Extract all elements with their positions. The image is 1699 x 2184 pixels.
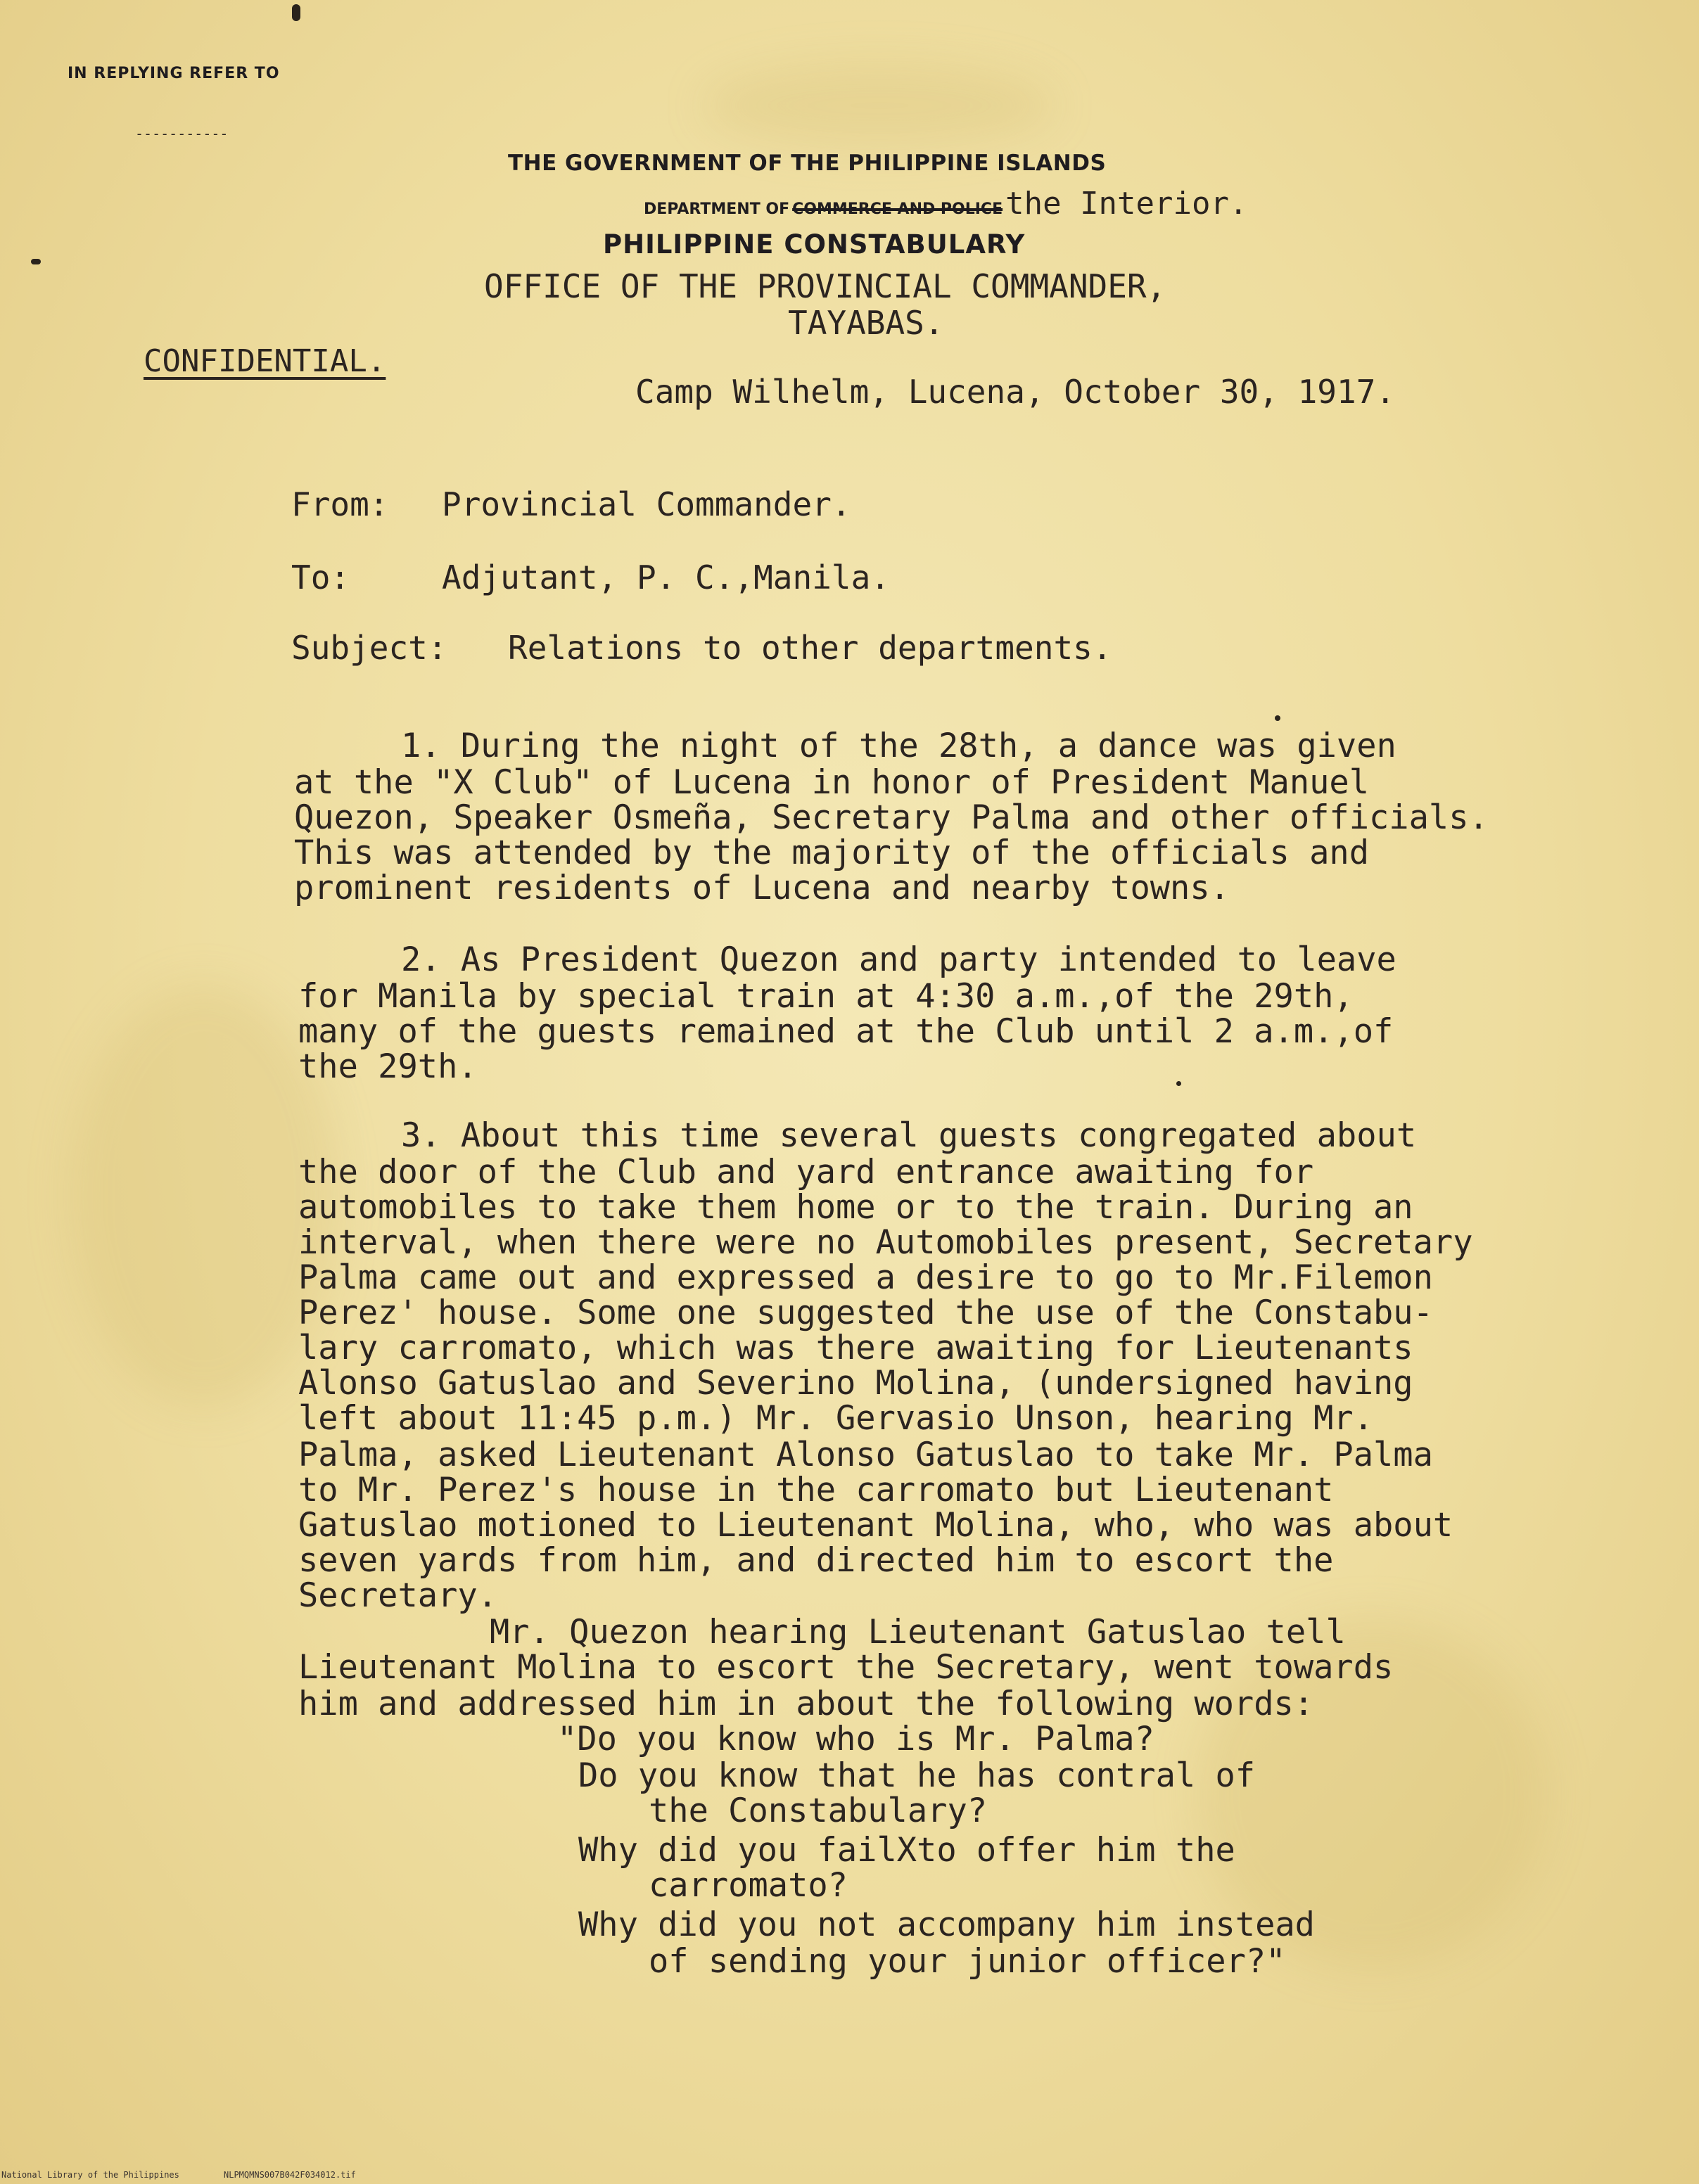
paper-stain xyxy=(70,985,338,1407)
department-typed-correction: the Interior. xyxy=(1005,186,1248,222)
body-line: the door of the Club and yard entrance awaiting for xyxy=(298,1153,1314,1192)
reference-blank: ----------- xyxy=(135,125,229,142)
body-line: to Mr. Perez's house in the carromato but Lieutenant xyxy=(298,1471,1334,1509)
subject-label: Subject: xyxy=(291,629,447,667)
quote-line: Why did you failXto offer him the xyxy=(578,1831,1235,1870)
body-line: Palma, asked Lieutenant Alonso Gatuslao to take Mr. Palma xyxy=(298,1436,1433,1474)
ink-speck xyxy=(1176,1081,1181,1086)
quote-line: the Constabulary? xyxy=(649,1792,988,1830)
date-line: Camp Wilhelm, Lucena, October 30, 1917. xyxy=(635,373,1396,411)
body-line: automobiles to take them home or to the train. During an xyxy=(298,1188,1413,1227)
file-id-footer: NLPMQMNS007B042F034012.tif xyxy=(224,2170,356,2180)
reference-label: IN REPLYING REFER TO xyxy=(68,65,280,82)
body-line: Gatuslao motioned to Lieutenant Molina, who, who was about xyxy=(298,1506,1453,1545)
from-value: Provincial Commander. xyxy=(442,485,851,523)
body-line: 1. During the night of the 28th, a dance was given xyxy=(401,727,1396,765)
body-line: Perez' house. Some one suggested the use of the Constabu- xyxy=(298,1294,1433,1332)
body-line: Secretary. xyxy=(298,1576,497,1615)
department-line xyxy=(644,186,1247,222)
to-label: To: xyxy=(291,558,350,596)
quote-line: Why did you not accompany him instead xyxy=(578,1905,1315,1944)
body-line: the 29th. xyxy=(298,1047,478,1086)
body-line: 3. About this time several guests congregated about xyxy=(401,1116,1417,1155)
body-line: Quezon, Speaker Osmeña, Secretary Palma and other officials. xyxy=(294,798,1489,837)
ink-speck xyxy=(1275,715,1280,721)
from-label: From: xyxy=(291,485,389,523)
body-line: him and addressed him in about the following words: xyxy=(298,1685,1314,1723)
paper-stain xyxy=(704,63,1055,148)
body-line: left about 11:45 p.m.) Mr. Gervasio Unson, hearing Mr. xyxy=(298,1399,1374,1438)
body-line: Mr. Quezon hearing Lieutenant Gatuslao tell xyxy=(490,1613,1346,1652)
body-line: This was attended by the majority of the officials and xyxy=(294,834,1370,872)
department-prefix: DEPARTMENT OF xyxy=(644,200,790,218)
province-heading: TAYABAS. xyxy=(788,304,944,342)
body-line: 2. As President Quezon and party intended to leave xyxy=(401,940,1396,979)
quote-line: carromato? xyxy=(649,1866,848,1905)
quote-line: of sending your junior officer?" xyxy=(649,1942,1286,1981)
body-line: for Manila by special train at 4:30 a.m.,of the 29th, xyxy=(298,977,1354,1016)
government-heading: THE GOVERNMENT OF THE PHILIPPINE ISLANDS xyxy=(508,151,1107,176)
body-line: lary carromato, which was there awaiting for Lieutenants xyxy=(298,1329,1413,1367)
constabulary-heading: PHILIPPINE CONSTABULARY xyxy=(603,229,1026,260)
body-line: seven yards from him, and directed him to escort the xyxy=(298,1541,1334,1580)
confidential-stamp: CONFIDENTIAL. xyxy=(144,343,386,379)
to-value: Adjutant, P. C.,Manila. xyxy=(442,558,890,596)
body-line: interval, when there were no Automobiles present, Secretary xyxy=(298,1223,1473,1262)
body-line: Alonso Gatuslao and Severino Molina, (undersigned having xyxy=(298,1364,1413,1403)
ink-speck xyxy=(292,4,300,21)
quote-line: "Do you know who is Mr. Palma? xyxy=(557,1720,1154,1758)
office-heading: OFFICE OF THE PROVINCIAL COMMANDER, xyxy=(484,267,1166,305)
body-line: Lieutenant Molina to escort the Secretary, went towards xyxy=(298,1648,1394,1687)
department-struck-text: COMMERCE AND POLICE xyxy=(792,200,1003,218)
archive-footer: National Library of the Philippines xyxy=(1,2170,179,2180)
quote-line: Do you know that he has contral of xyxy=(578,1756,1256,1795)
body-line: Palma came out and expressed a desire to go to Mr.Filemon xyxy=(298,1258,1433,1297)
body-line: many of the guests remained at the Club until 2 a.m.,of xyxy=(298,1012,1394,1051)
subject-value: Relations to other departments. xyxy=(508,629,1112,667)
body-line: prominent residents of Lucena and nearby towns. xyxy=(294,869,1230,907)
body-line: at the "X Club" of Lucena in honor of President Manuel xyxy=(294,763,1370,802)
ink-speck xyxy=(31,259,41,264)
